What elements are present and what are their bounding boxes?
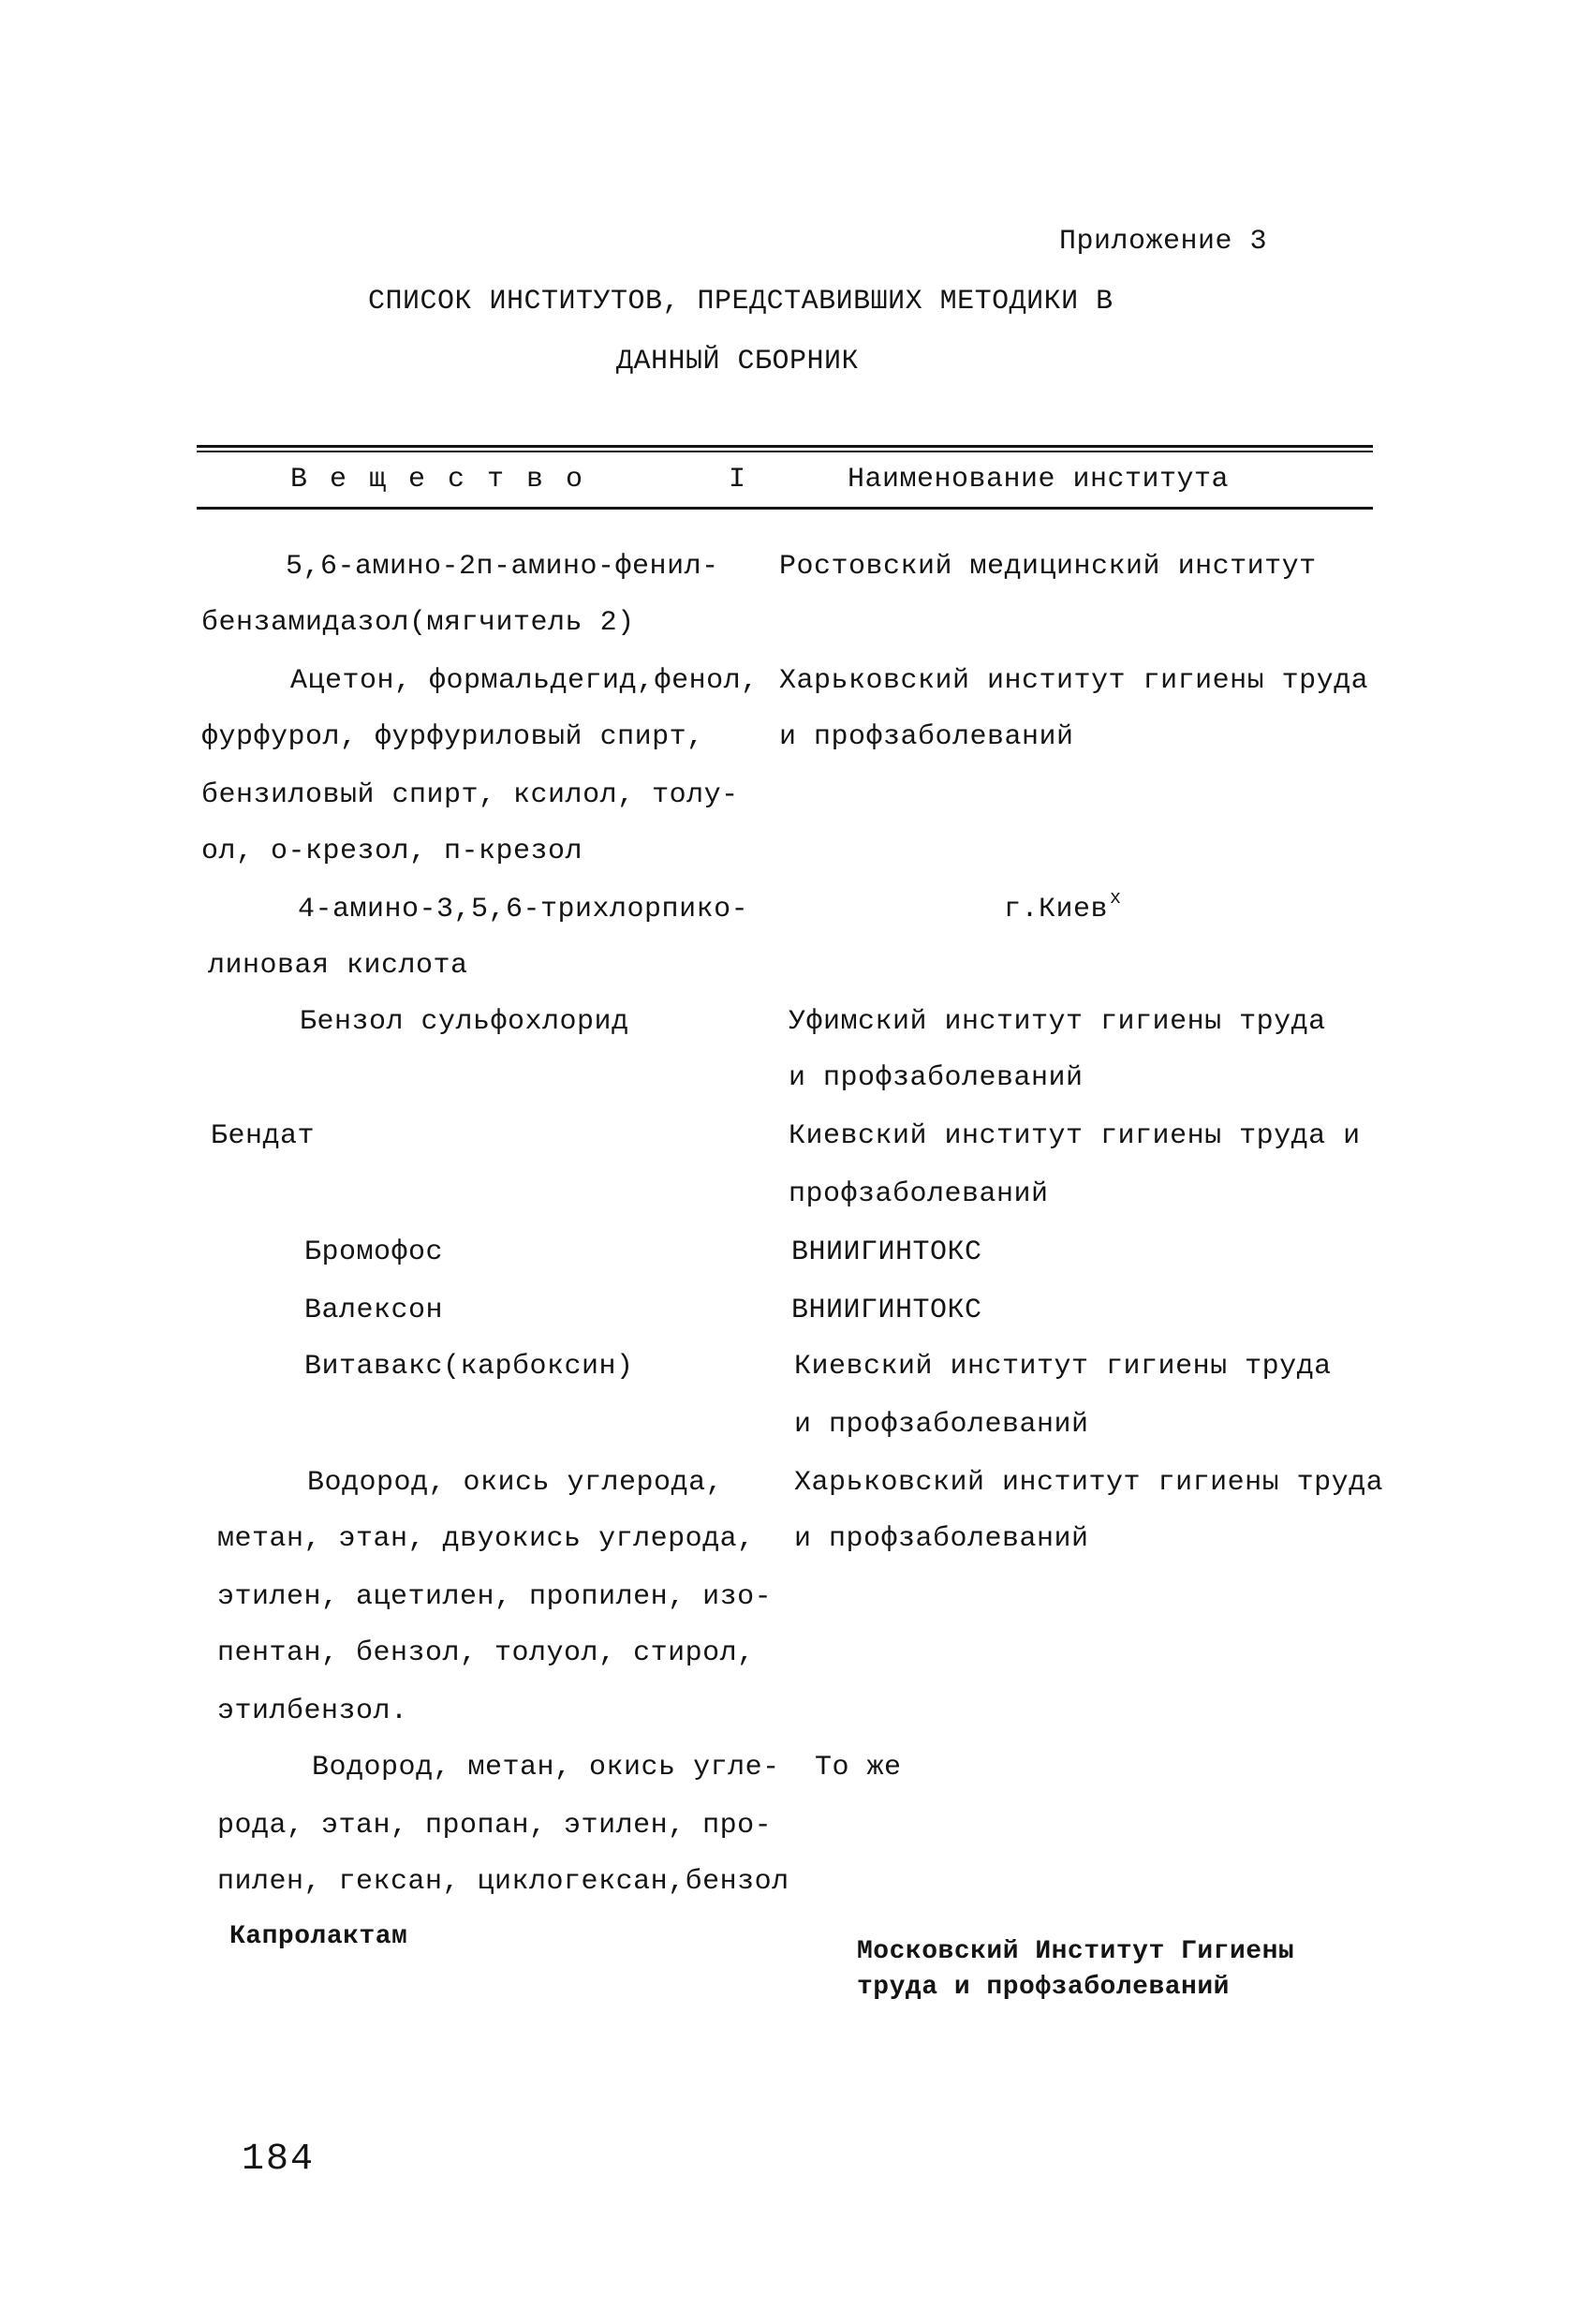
substance-text: фурфурол, фурфуриловый спирт, xyxy=(201,721,704,753)
institute-text: труда и профзаболеваний xyxy=(857,1973,1230,2002)
substance-text: Бендат xyxy=(211,1120,316,1152)
institute-text: и профзаболеваний xyxy=(789,1062,1084,1094)
institute-text: Ростовский медицинский институт xyxy=(779,551,1317,583)
substance-text: пентан, бензол, толуол, стирол, xyxy=(217,1637,755,1669)
column-header-institute: Наименование института xyxy=(848,464,1230,496)
institute-text: ВНИИГИНТОКС xyxy=(791,1295,982,1326)
institute-text: Московский Институт Гигиены xyxy=(857,1937,1295,1966)
substance-text: Бензол сульфохлорид xyxy=(300,1006,629,1038)
substance-text: бензиловый спирт, ксилол, толу- xyxy=(201,779,739,811)
institute-text: Киевский институт гигиены труда и xyxy=(789,1120,1361,1152)
substance-text: Водород, окись углерода, xyxy=(307,1467,724,1499)
substance-text: метан, этан, двуокись углерода, xyxy=(217,1523,755,1555)
substance-text: этилен, ацетилен, пропилен, изо- xyxy=(217,1581,773,1613)
table-top-rule-1 xyxy=(197,445,1373,448)
document-title-line-2: ДАННЫЙ СБОРНИК xyxy=(616,346,860,377)
substance-text: Капролактам xyxy=(229,1922,408,1951)
substance-text: ол, о-крезол, п-крезол xyxy=(201,836,583,867)
institute-text: Уфимский институт гигиены труда xyxy=(789,1006,1326,1038)
institute-text: Харьковский институт гигиены труда xyxy=(779,665,1369,697)
footnote-mark: x xyxy=(1110,888,1122,910)
substance-text: пилен, гексан, циклогексан,бензол xyxy=(217,1866,789,1898)
institute-text xyxy=(1004,888,1122,925)
document-title-line-1: СПИСОК ИНСТИТУТОВ, ПРЕДСТАВИВШИХ МЕТОДИКИ В xyxy=(368,286,1114,318)
institute-text: Киевский институт гигиены труда xyxy=(794,1351,1332,1383)
substance-text: этилбензол. xyxy=(217,1695,408,1727)
substance-text: рода, этан, пропан, этилен, про- xyxy=(217,1810,773,1842)
substance-text: линовая кислота xyxy=(208,950,468,982)
appendix-label: Приложение 3 xyxy=(1059,226,1268,258)
column-separator: I xyxy=(729,464,746,496)
substance-text: 4-амино-3,5,6-трихлорпико- xyxy=(298,894,749,925)
substance-text: Валексон xyxy=(304,1295,444,1326)
institute-text: профзаболеваний xyxy=(789,1178,1049,1210)
institute-text: и профзаболеваний xyxy=(779,721,1074,753)
substance-text: Водород, метан, окись угле- xyxy=(312,1752,780,1784)
page-number: 184 xyxy=(242,2139,316,2181)
institute-text: и профзаболеваний xyxy=(794,1523,1089,1555)
institute-text: ВНИИГИНТОКС xyxy=(791,1236,982,1268)
institute-text: То же xyxy=(815,1752,902,1784)
substance-text: 5,6-амино-2п-амино-фенил- xyxy=(286,551,719,583)
table-header-bottom-rule xyxy=(197,507,1373,510)
column-header-substance: В е щ е с т в о xyxy=(290,464,586,496)
institute-city: г.Киев xyxy=(1004,894,1109,925)
table-top-rule-2 xyxy=(197,451,1373,452)
institute-text: Харьковский институт гигиены труда xyxy=(794,1467,1384,1499)
substance-text: бензамидазол(мягчитель 2) xyxy=(201,607,635,639)
substance-text: Витавакс(карбоксин) xyxy=(304,1351,634,1383)
substance-text: Ацетон, формальдегид,фенол, xyxy=(290,665,759,697)
substance-text: Бромофос xyxy=(304,1236,444,1268)
institute-text: и профзаболеваний xyxy=(794,1409,1089,1441)
